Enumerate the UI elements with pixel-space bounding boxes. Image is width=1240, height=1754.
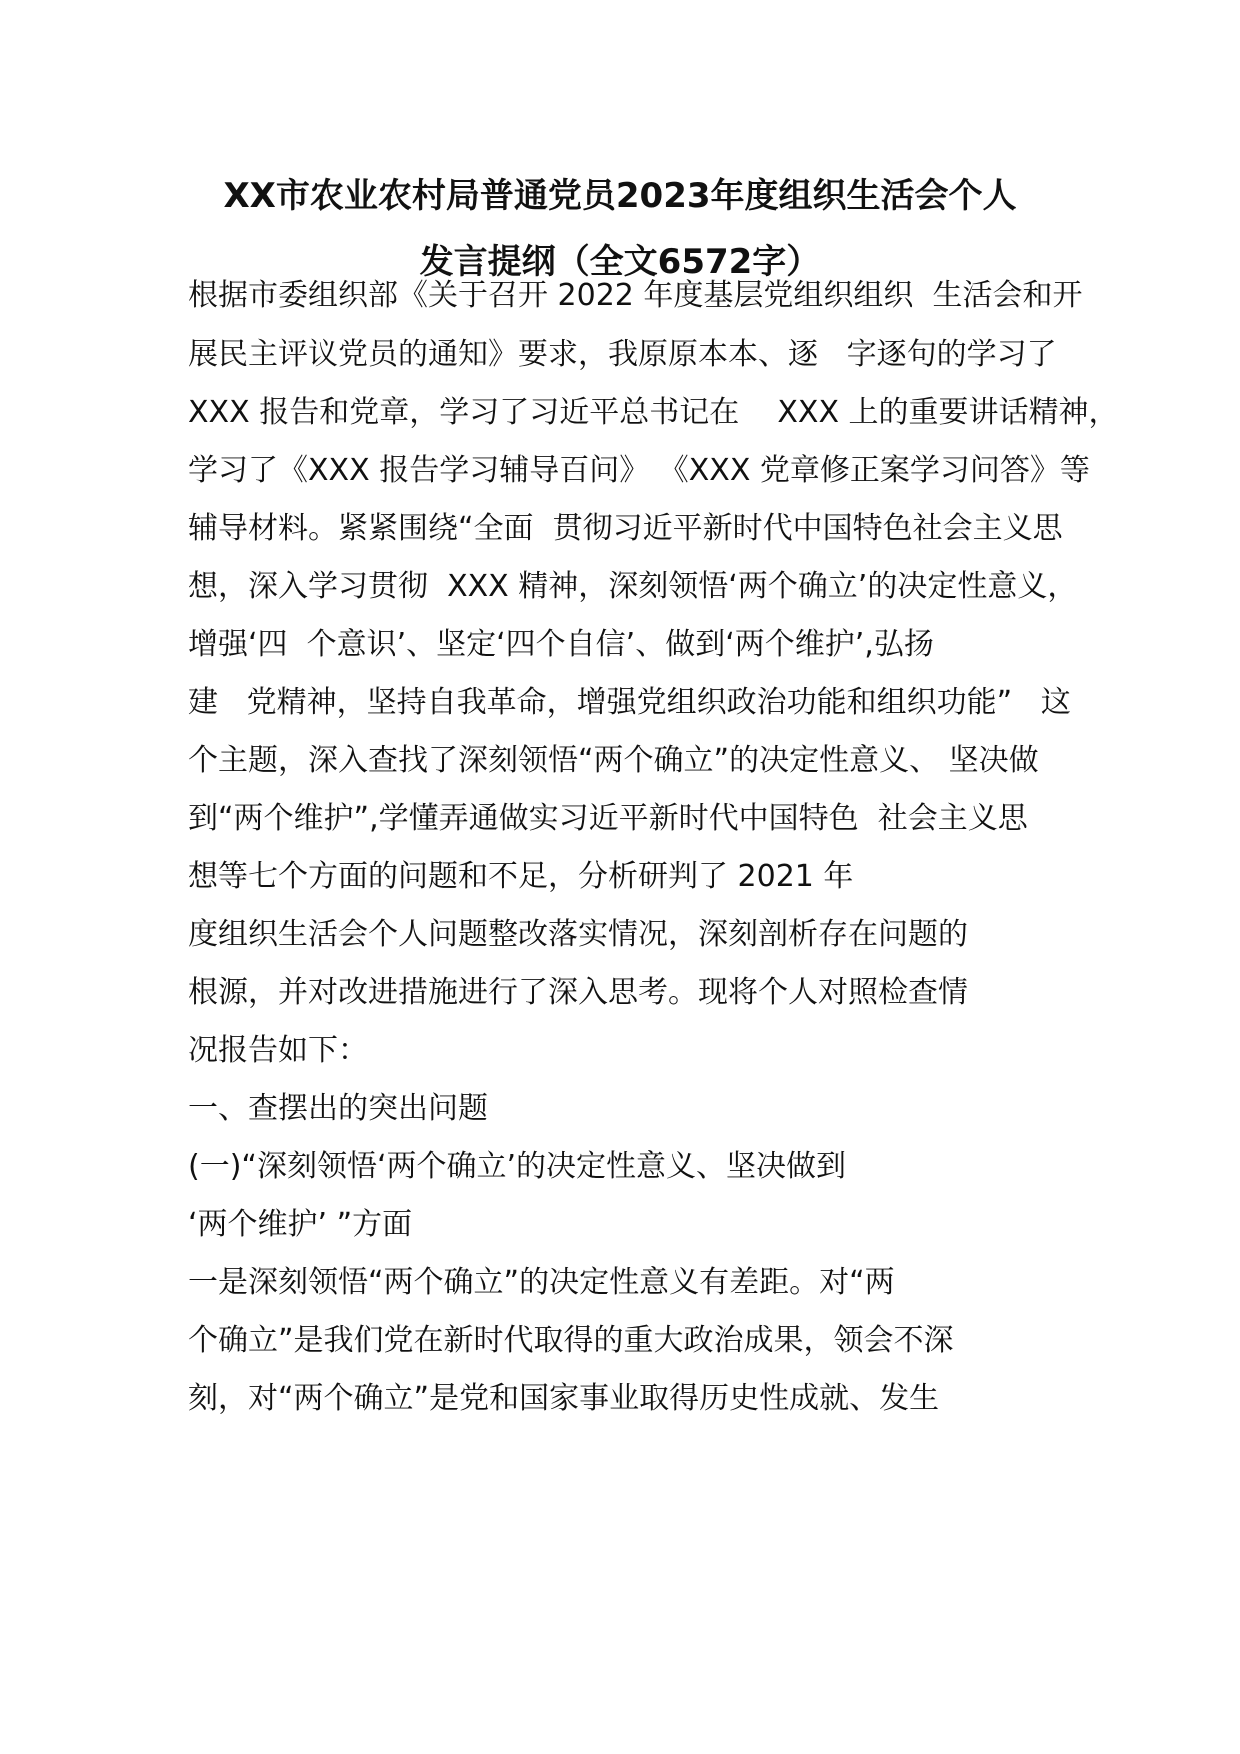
body-text-line: 刻，对“两个确立”是党和国家事业取得历史性成就、发生 — [188, 1381, 940, 1416]
body-text-line: 展民主评议党员的通知》要求，我原原本本、逐 字逐句的学习了 — [188, 337, 1057, 372]
section-heading: 一、查摆出的突出问题 — [188, 1091, 488, 1126]
body-text-line: 一是深刻领悟“两个确立”的决定性意义有差距。对“两 — [188, 1265, 895, 1300]
body-text-line: 根源，并对改进措施进行了深入思考。现将个人对照检查情 — [188, 975, 968, 1010]
subsection-heading: (一)“深刻领悟‘两个确立’的决定性意义、坚决做到 — [188, 1149, 847, 1184]
body-text-line: 增强‘四 个意识’、坚定‘四个自信’、做到‘两个维护’,弘扬 — [188, 627, 934, 662]
document-title-line-1: XX市农业农村局普通党员2023年度组织生活会个人 — [223, 176, 1017, 216]
body-text-line: 度组织生活会个人问题整改落实情况，深刻剖析存在问题的 — [188, 917, 968, 952]
body-text-line: 建 党精神，坚持自我革命，增强党组织政治功能和组织功能” 这 — [188, 685, 1071, 720]
body-text-line: 到“两个维护”,学懂弄通做实习近平新时代中国特色 社会主义思 — [188, 801, 1028, 836]
body-text-line: 根据市委组织部《关于召开 2022 年度基层党组织组织 生活会和开 — [188, 278, 1083, 313]
body-text-line: 个主题，深入查找了深刻领悟“两个确立”的决定性意义、 坚决做 — [188, 743, 1039, 778]
body-text-line: 辅导材料。紧紧围绕“全面 贯彻习近平新时代中国特色社会主义思 — [188, 511, 1063, 546]
body-text-line: 个确立”是我们党在新时代取得的重大政治成果，领会不深 — [188, 1323, 954, 1358]
subsection-heading: ‘两个维护’ ”方面 — [188, 1207, 413, 1242]
body-text-line: 况报告如下： — [188, 1033, 368, 1068]
body-text-line: 想等七个方面的问题和不足，分析研判了 2021 年 — [188, 859, 854, 894]
document-title-line-2: 发言提纲（全文6572字） — [419, 242, 821, 282]
body-text-line: 学习了《XXX 报告学习辅导百问》 《XXX 党章修正案学习问答》等 — [188, 453, 1090, 488]
body-text-line: XXX 报告和党章，学习了习近平总书记在 XXX 上的重要讲话精神， — [188, 395, 1119, 430]
body-text-line: 想，深入学习贯彻 XXX 精神，深刻领悟‘两个确立’的决定性意义， — [188, 569, 1078, 604]
